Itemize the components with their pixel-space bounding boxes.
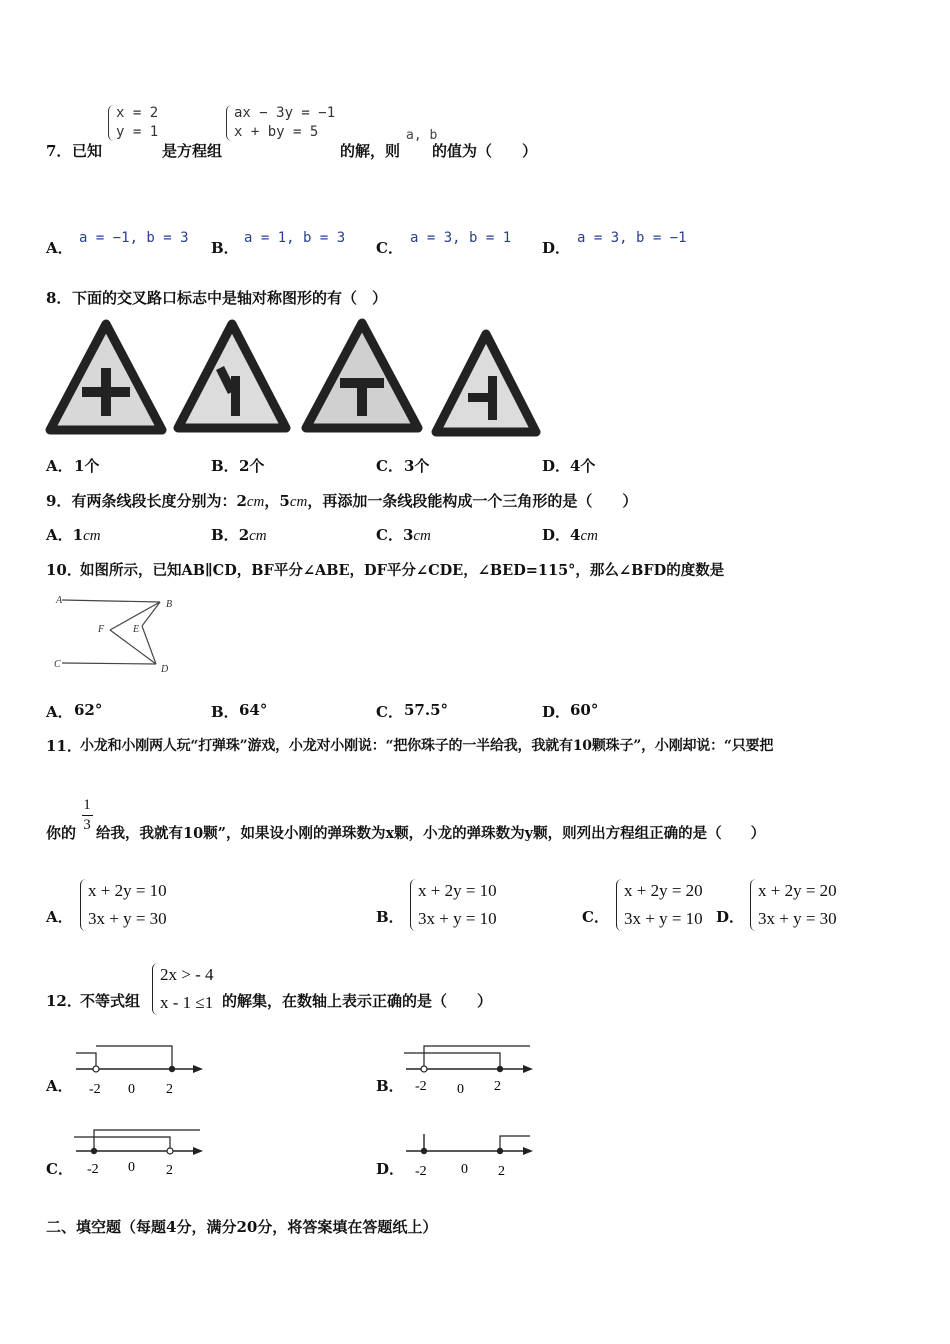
option-letter-c[interactable]: C． [376, 703, 403, 721]
question-text-part: ，5 [264, 492, 290, 510]
option-letter: B． [211, 526, 239, 544]
question-text: 的解，则 [340, 142, 401, 160]
question-text: 的值为（ ） [432, 142, 538, 160]
option-letter: C． [376, 526, 403, 544]
option-value-c: a = 3, b = 1 [410, 230, 512, 246]
tick-label: -2 [415, 1079, 427, 1094]
option-c[interactable] [376, 524, 431, 545]
option-value: 3 [402, 526, 414, 544]
option-text-c: 3个 [404, 457, 430, 475]
option-value-d: a = 3, b = −1 [577, 230, 687, 246]
option-system-d [750, 877, 837, 933]
sign-t-junction [306, 323, 418, 428]
option-unit: cm [83, 528, 101, 544]
option-unit: cm [249, 528, 267, 544]
tick-label: -2 [89, 1082, 101, 1097]
option-letter-a[interactable]: A． [46, 1077, 73, 1095]
equation-line: 3x + y = 30 [88, 909, 167, 928]
option-letter-d[interactable]: D． [542, 457, 571, 475]
option-letter-d[interactable]: D． [542, 703, 571, 721]
tick-label: 0 [461, 1162, 468, 1177]
variables-label: a, b [406, 128, 438, 143]
number-line-d [402, 1122, 537, 1180]
number-line-b [402, 1040, 537, 1098]
option-letter-d[interactable]: D． [542, 239, 571, 257]
equation-line: 3x + y = 10 [624, 909, 703, 928]
option-letter-a[interactable]: A． [46, 457, 73, 475]
question-number: 10． [46, 561, 82, 579]
equation-line: 3x + y = 10 [418, 909, 497, 928]
inequality-line: x - 1 ≤1 [160, 993, 214, 1012]
option-letter-c[interactable]: C． [46, 1160, 73, 1178]
label-a: A [56, 595, 63, 606]
tick-label: 0 [128, 1082, 135, 1097]
sign-crossroad [50, 324, 162, 430]
equation-line: x + 2y = 10 [88, 881, 167, 900]
question-text: 已知 [72, 142, 103, 160]
geometry-figure [48, 590, 188, 680]
equation-line: 3x + y = 30 [758, 909, 837, 928]
tick-label: 2 [166, 1082, 173, 1097]
equation-line: x + 2y = 20 [758, 881, 837, 900]
option-letter-a[interactable]: A． [46, 239, 73, 257]
option-b[interactable] [211, 524, 267, 545]
question-number: 8． [46, 289, 72, 307]
unit: cm [289, 494, 308, 510]
question-text-line1: 小龙和小刚两人玩“打弹珠”游戏，小龙对小刚说：“把你珠子的一半给我，我就有10颗珠子”，小刚却说：“只要把 [80, 738, 774, 754]
option-text-b: 2个 [239, 457, 265, 475]
option-letter-d[interactable]: D． [376, 1160, 405, 1178]
sign-side-junction [436, 334, 536, 432]
question-text: 下面的交叉路口标志中是轴对称图形的有（ ） [72, 289, 388, 307]
option-text-d: 60° [570, 701, 599, 719]
option-letter: D． [542, 526, 571, 544]
option-value: 4 [570, 526, 581, 544]
number-line-c [72, 1122, 207, 1180]
option-unit: cm [580, 528, 598, 544]
question-text: 你的 [46, 824, 77, 842]
option-value: 1 [72, 526, 84, 544]
inequality-line: 2x > - 4 [160, 965, 214, 984]
option-letter-b[interactable]: B． [211, 457, 239, 475]
option-text-d: 4个 [570, 457, 596, 475]
option-letter-c[interactable]: C． [376, 457, 403, 475]
option-value-a: a = −1, b = 3 [79, 230, 189, 246]
tick-label: 0 [457, 1082, 464, 1097]
question-text [46, 490, 637, 511]
question-text: 如图所示，已知AB∥CD，BF平分∠ABE，DF平分∠CDE，∠BED=115°，那么∠BFD的度数是 [80, 562, 725, 579]
option-text-c: 57.5° [404, 701, 449, 719]
equation-line: x + by = 5 [234, 124, 319, 140]
question-number: 11． [46, 737, 82, 755]
option-letter-b[interactable]: B． [211, 239, 239, 257]
tick-label: -2 [415, 1164, 427, 1179]
option-text-a: 62° [74, 701, 103, 719]
question-number: 7． [46, 142, 72, 160]
fraction-one-third [80, 797, 94, 834]
tick-label: -2 [87, 1162, 99, 1177]
question-text: 的解集，在数轴上表示正确的是（ ） [222, 992, 493, 1010]
equation-line: ax − 3y = −1 [234, 105, 336, 121]
option-letter-d[interactable]: D． [716, 908, 745, 926]
label-d: D [161, 664, 169, 675]
tick-label: 0 [128, 1160, 135, 1175]
question-number: 9． [46, 492, 72, 510]
option-d[interactable] [542, 524, 598, 545]
option-letter-c[interactable]: C． [376, 239, 403, 257]
tick-label: 2 [494, 1079, 501, 1094]
question-text: 是方程组 [162, 142, 223, 160]
label-f: F [98, 624, 105, 635]
option-text-b: 64° [239, 701, 268, 719]
option-letter-c[interactable]: C． [582, 908, 609, 926]
option-text-a: 1个 [74, 457, 100, 475]
tick-label: 2 [498, 1164, 505, 1179]
option-a[interactable] [46, 524, 101, 545]
number-line-a [72, 1040, 207, 1098]
question-text-part: 有两条线段长度分别为：2 [71, 492, 247, 510]
label-c: C [54, 659, 61, 670]
equation-line: x = 2 [116, 105, 159, 121]
traffic-signs-figure [44, 318, 544, 440]
question-text-part: ，再添加一条线段能构成一个三角形的是（ ） [307, 492, 638, 510]
equation-line: y = 1 [116, 124, 159, 140]
question-text-line2: 给我，我就有10颗”，如果设小刚的弹珠数为x颗，小龙的弹珠数为y颗，则列出方程组正确的是（ ） [96, 825, 766, 842]
option-letter-b[interactable]: B． [376, 1077, 404, 1095]
equation-line: x + 2y = 10 [418, 881, 497, 900]
tick-label: 2 [166, 1163, 173, 1178]
option-system-c [616, 877, 703, 933]
label-e: E [133, 624, 140, 635]
option-value-b: a = 1, b = 3 [244, 230, 346, 246]
section-title: 二、填空题（每题4分，满分20分，将答案填在答题纸上） [46, 1218, 438, 1236]
option-letter-a[interactable]: A． [46, 908, 73, 926]
fraction-denominator: 3 [83, 817, 91, 833]
option-value: 2 [238, 526, 250, 544]
solution-system [108, 104, 158, 142]
option-system-a [80, 877, 167, 933]
sign-y-junction [178, 324, 286, 428]
fraction-numerator: 1 [83, 797, 91, 813]
question-number: 12． [46, 992, 82, 1010]
option-letter-b[interactable]: B． [376, 908, 404, 926]
option-letter-a[interactable]: A． [46, 703, 73, 721]
equation-system [226, 104, 335, 142]
option-unit: cm [413, 528, 431, 544]
option-system-b [410, 877, 497, 933]
inequality-system [152, 961, 214, 1017]
label-b: B [166, 599, 173, 610]
unit: cm [246, 494, 265, 510]
equation-line: x + 2y = 20 [624, 881, 703, 900]
question-text: 不等式组 [80, 992, 141, 1010]
option-letter: A． [46, 526, 73, 544]
option-letter-b[interactable]: B． [211, 703, 239, 721]
